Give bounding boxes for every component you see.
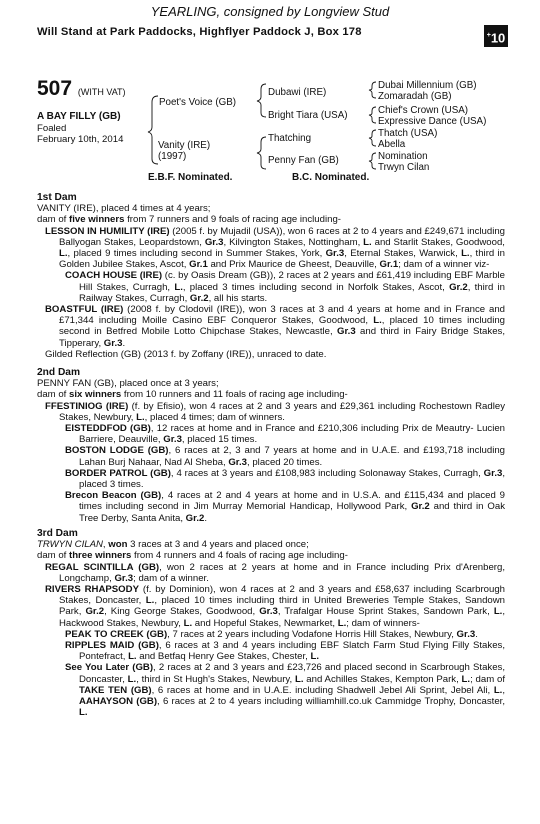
page-header: YEARLING, consigned by Longview Stud: [150, 4, 390, 19]
produce-eisteddfod: EISTEDDFOD (GB), 12 races at home and in France and £210,306 including Prix de Meautry- Lucien Barriere, Deauville, Gr.3, placed 15 times.: [65, 423, 506, 446]
produce-boston-lodge: BOSTON LODGE (GB), 6 races at 2, 3 and 7 years at home and in U.A.E. and £193,718 including Lahan Burj Nahaar, Nad Al Sheba, Gr.3, placed 20 times.: [65, 445, 506, 468]
foaled-label: Foaled: [37, 123, 67, 134]
first-dam-title: 1st Dam: [37, 192, 77, 203]
produce-regal-scintilla: REGAL SCINTILLA (GB), won 2 races at 2 years at home and in France including Prix d'Arenberg, Longchamp, Gr.3; dam of a winner.: [45, 561, 505, 584]
sire-sire-dam: Zomaradah (GB): [378, 91, 452, 102]
dam-dam-dam: Trwyn Cilan: [378, 162, 430, 173]
third-dam-title: 3rd Dam: [37, 528, 78, 539]
produce-ffestiniog: FFESTINIOG (IRE) (f. by Efisio), won 4 races at 2 and 3 years and £29,361 including Rochestown Radley Stakes, Newbury, L., placed 4 times; dam of winners.: [45, 400, 505, 423]
produce-see-you-later: See You Later (GB), 2 races at 2 and 3 years and £23,726 and placed second in Scarbrough Stakes, Doncaster, L., third in St Hugh's Stakes, Newbury, L. and Achilles Stakes, Kempton Park, L.; dam of TAKE TEN (GB), 6 races at home and in U.A.E. including Shadwell Jebel Ali Sprint, Jebel Ali, L., AAHAYSON (GB), 6 races at 2 to 4 years including williamhill.co.uk Cammidge Trophy, Doncaster, L.: [65, 662, 506, 719]
produce-brecon-beacon: Brecon Beacon (GB), 4 races at 2 and 4 years at home and in U.S.A. and £115,434 and placed 9 times including second in Jim Murray Memorial Handicap, Hollywood Park, Gr.2 and third in Oak Tree Derby, Santa Anita, Gr.2.: [65, 490, 506, 524]
dam: Vanity (IRE): [158, 140, 211, 151]
sire: Poet's Voice (GB): [159, 97, 237, 108]
badge-sup: +: [486, 32, 491, 39]
sire-dam-dam: Expressive Dance (USA): [378, 116, 487, 127]
second-dam-line: PENNY FAN (GB), placed once at 3 years;: [37, 378, 219, 390]
second-dam-title: 2nd Dam: [37, 367, 81, 378]
first-dam-section: [37, 192, 505, 360]
foaled-date: February 10th, 2014: [37, 134, 124, 145]
badge-number: 10: [490, 30, 506, 46]
sire-sire: Dubawi (IRE): [268, 87, 327, 98]
produce-peak-to-creek: PEAK TO CREEK (GB), 7 races at 2 years including Vodafone Horris Hill Stakes, Newbury, Gr.3.: [65, 628, 478, 640]
produce-ripples-maid: RIPPLES MAID (GB), 6 races at 3 and 4 years including EBF Slatch Farm Stud Flying Filly Stakes, Pontefract, L. and Betfaq Henry Gee Stakes, Chester, L.: [65, 640, 505, 663]
sire-dam-sire: Chief's Crown (USA): [378, 105, 469, 116]
dam-dam: Penny Fan (GB): [268, 155, 339, 166]
produce-boastful: BOASTFUL (IRE) (2008 f. by Clodovil (IRE)), won 3 races at 3 and 4 years at home and in France and £71,344 including Moille Casino EBF Conqueror Stakes, Goodwood, L., placed 10 times including second in Betfred Mobile Lotto Chipchase Stakes, Newcastle, Gr.3 and third in Fairy Bridge Stakes, Tipperary, Gr.3.: [45, 304, 505, 349]
produce-border-patrol: BORDER PATROL (GB), 4 races at 3 years and £108,983 including Solonaway Stakes, Curragh, Gr.3, placed 3 times.: [65, 467, 505, 491]
horse-name: A BAY FILLY (GB): [37, 111, 121, 122]
sire-sire-sire: Dubai Millennium (GB): [378, 80, 477, 91]
produce-coach-house: COACH HOUSE (IRE) (c. by Oasis Dream (GB)), 2 races at 2 years and £61,419 including EBF Marble Hill Stakes, Curragh, L., placed 3 times including second in Norfolk Stakes, Ascot, Gr.2, third in Railway Stakes, Curragh, Gr.2, all his starts.: [65, 270, 505, 304]
bc-nominated: B.C. Nominated.: [292, 172, 370, 183]
dam-sire-dam: Abella: [378, 139, 406, 150]
second-dam-section: [37, 367, 505, 524]
first-dam-line: VANITY (IRE), placed 4 times at 4 years;: [37, 203, 211, 215]
vat-note: (WITH VAT): [77, 87, 126, 97]
dam-dam-sire: Nomination: [378, 151, 428, 162]
lot-number-value: 507: [37, 77, 73, 100]
produce-rivers-rhapsody: RIVERS RHAPSODY (f. by Dominion), won 4 races at 2 and 3 years and £58,637 including Scarbrough Stakes, Doncaster, L., placed 10 times including third in United Breweries Temple Stakes, Sandown Park, Gr.2, King George Stakes, Goodwood, Gr.3, Trafalgar House Sprint Stakes, Sandown Park, L., Hackwood Stakes, Newbury, L. and Hopeful Stakes, Newmarket, L.; dam of winners-: [45, 584, 506, 629]
dam-sire-sire: Thatch (USA): [378, 128, 438, 139]
second-dam-produce: dam of six winners from 10 runners and 11 foals of racing age including-: [37, 389, 348, 401]
stable-location: Will Stand at Park Paddocks, Highflyer Paddock J, Box 178: [37, 26, 362, 38]
produce-gilded-reflection: Gilded Reflection (GB) (2013 f. by Zoffany (IRE)), unraced to date.: [45, 348, 327, 360]
first-dam-produce: dam of five winners from 7 runners and 9 foals of racing age including-: [37, 214, 341, 226]
sire-dam: Bright Tiara (USA): [268, 110, 348, 121]
dam-sire: Thatching: [268, 133, 312, 144]
third-dam-line: TRWYN CILAN, won 3 races at 3 and 4 years and placed once;: [37, 539, 309, 551]
ebf-nominated: E.B.F. Nominated.: [148, 172, 233, 183]
third-dam-produce: dam of three winners from 4 runners and 4 foals of racing age including-: [37, 550, 348, 562]
third-dam-section: [37, 528, 505, 718]
produce-lesson-in-humility: LESSON IN HUMILITY (IRE) (2005 f. by Mujadil (USA)), won 6 races at 2 to 4 years and £249,671 including Ballyogan Stakes, Leopardstown, Gr.3, Kilvington Stakes, Nottingham, L. and Starlit Stakes, Goodwood, L., placed 9 times including second in Summer Stakes, York, Gr.3, Eternal Stakes, Warwick, L., third in Golden Jubilee Stakes, Ascot, Gr.1 and Prix Maurice de Gheest, Deauville, Gr.1; dam of a winner viz-: [45, 225, 506, 271]
lot-badge: [484, 25, 508, 47]
dam-year: (1997): [158, 151, 187, 162]
